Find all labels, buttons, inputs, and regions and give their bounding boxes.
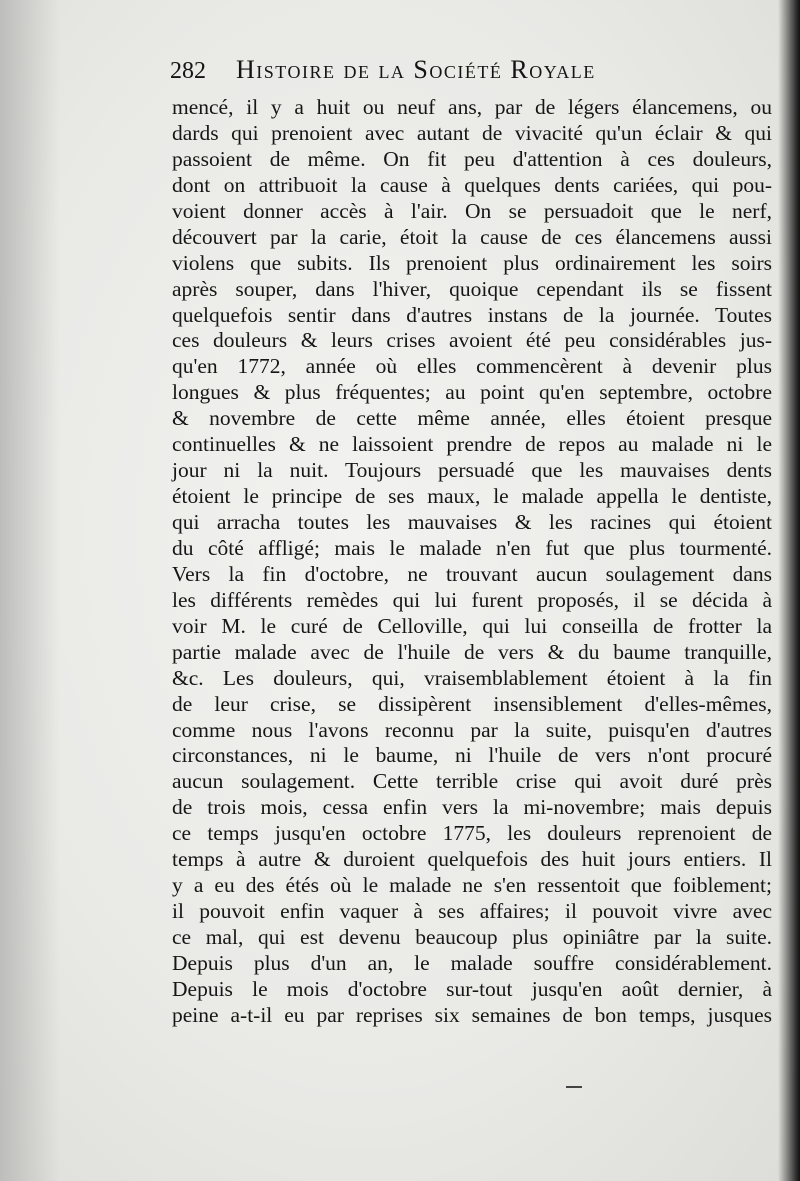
text-line: découvert par la carie, étoit la cause de ces élancemens aussi (172, 224, 772, 249)
text-line: quelquefois sentir dans d'autres instans de la journée. Toutes (172, 302, 772, 327)
text-line: ce mal, qui est devenu beaucoup plus opiniâtre par la suite. (172, 925, 772, 949)
text-line: voir M. le curé de Celloville, qui lui conseilla de frotter la (172, 613, 772, 638)
text-line: de leur crise, se dissipèrent insensiblement d'elles-mêmes, (172, 691, 772, 716)
body-text (172, 95, 772, 1029)
text-line: du côté affligé; mais le malade n'en fut que plus tourmenté. (172, 535, 772, 560)
text-line: ces douleurs & leurs crises avoient été peu considérables jus- (172, 328, 772, 353)
text-line: les différents remèdes qui lui furent proposés, il se décida à (172, 587, 772, 612)
text-line: jour ni la nuit. Toujours persuadé que les mauvaises dents (172, 458, 772, 483)
text-line: Depuis le mois d'octobre sur-tout jusqu'en août dernier, à (172, 976, 772, 1001)
text-line: étoient le principe de ses maux, le malade appella le dentiste, (172, 484, 772, 509)
text-line: Depuis plus d'un an, le malade souffre considérablement. (172, 950, 772, 975)
text-line: comme nous l'avons reconnu par la suite, puisqu'en d'autres (172, 717, 772, 742)
footer-dash (566, 1086, 582, 1088)
text-line: violens que subits. Ils prenoient plus ordinairement les soirs (172, 250, 772, 275)
text-line: partie malade avec de l'huile de vers & du baume tranquille, (172, 639, 772, 664)
text-line: de trois mois, cessa enfin vers la mi-novembre; mais depuis (172, 795, 772, 820)
text-line: Vers la fin d'octobre, ne trouvant aucun soulagement dans (172, 561, 772, 586)
text-line: dards qui prenoient avec autant de vivacité qu'un éclair & qui (172, 120, 772, 145)
text-line: & novembre de cette même année, elles étoient presque (172, 406, 772, 431)
page-number: 282 (170, 58, 206, 84)
text-line: voient donner accès à l'air. On se persuadoit que le nerf, (172, 198, 772, 223)
text-line: aucun soulagement. Cette terrible crise qui avoit duré près (172, 769, 772, 794)
gutter-shadow (0, 0, 60, 1181)
text-line: mencé, il y a huit ou neuf ans, par de légers élancemens, ou (172, 95, 772, 119)
text-line: après souper, dans l'hiver, quoique cependant ils se fissent (172, 276, 772, 301)
text-line: passoient de même. On fit peu d'attention à ces douleurs, (172, 146, 772, 171)
text-line: circonstances, ni le baume, ni l'huile de vers n'ont procuré (172, 743, 772, 768)
text-line: dont on attribuoit la cause à quelques dents cariées, qui pou- (172, 172, 772, 197)
text-line: ce temps jusqu'en octobre 1775, les douleurs reprenoient de (172, 821, 772, 846)
running-title: Histoire de la Société Royale (236, 55, 596, 84)
running-head (170, 52, 770, 88)
text-line: peine a-t-il eu par reprises six semaines de bon temps, jusques (172, 1002, 772, 1027)
text-line: y a eu des étés où le malade ne s'en ressentoit que foiblement; (172, 873, 772, 898)
text-line: temps à autre & duroient quelquefois des huit jours entiers. Il (172, 847, 772, 872)
text-line: continuelles & ne laissoient prendre de repos au malade ni le (172, 432, 772, 457)
text-line: qu'en 1772, année où elles commencèrent à devenir plus (172, 354, 772, 379)
text-line: qui arracha toutes les mauvaises & les racines qui étoient (172, 510, 772, 534)
text-line: longues & plus fréquentes; au point qu'en septembre, octobre (172, 380, 772, 405)
page-edge-shadow (778, 0, 800, 1181)
text-line: &c. Les douleurs, qui, vraisemblablement étoient à la fin (172, 665, 772, 690)
text-line: il pouvoit enfin vaquer à ses affaires; il pouvoit vivre avec (172, 899, 772, 924)
